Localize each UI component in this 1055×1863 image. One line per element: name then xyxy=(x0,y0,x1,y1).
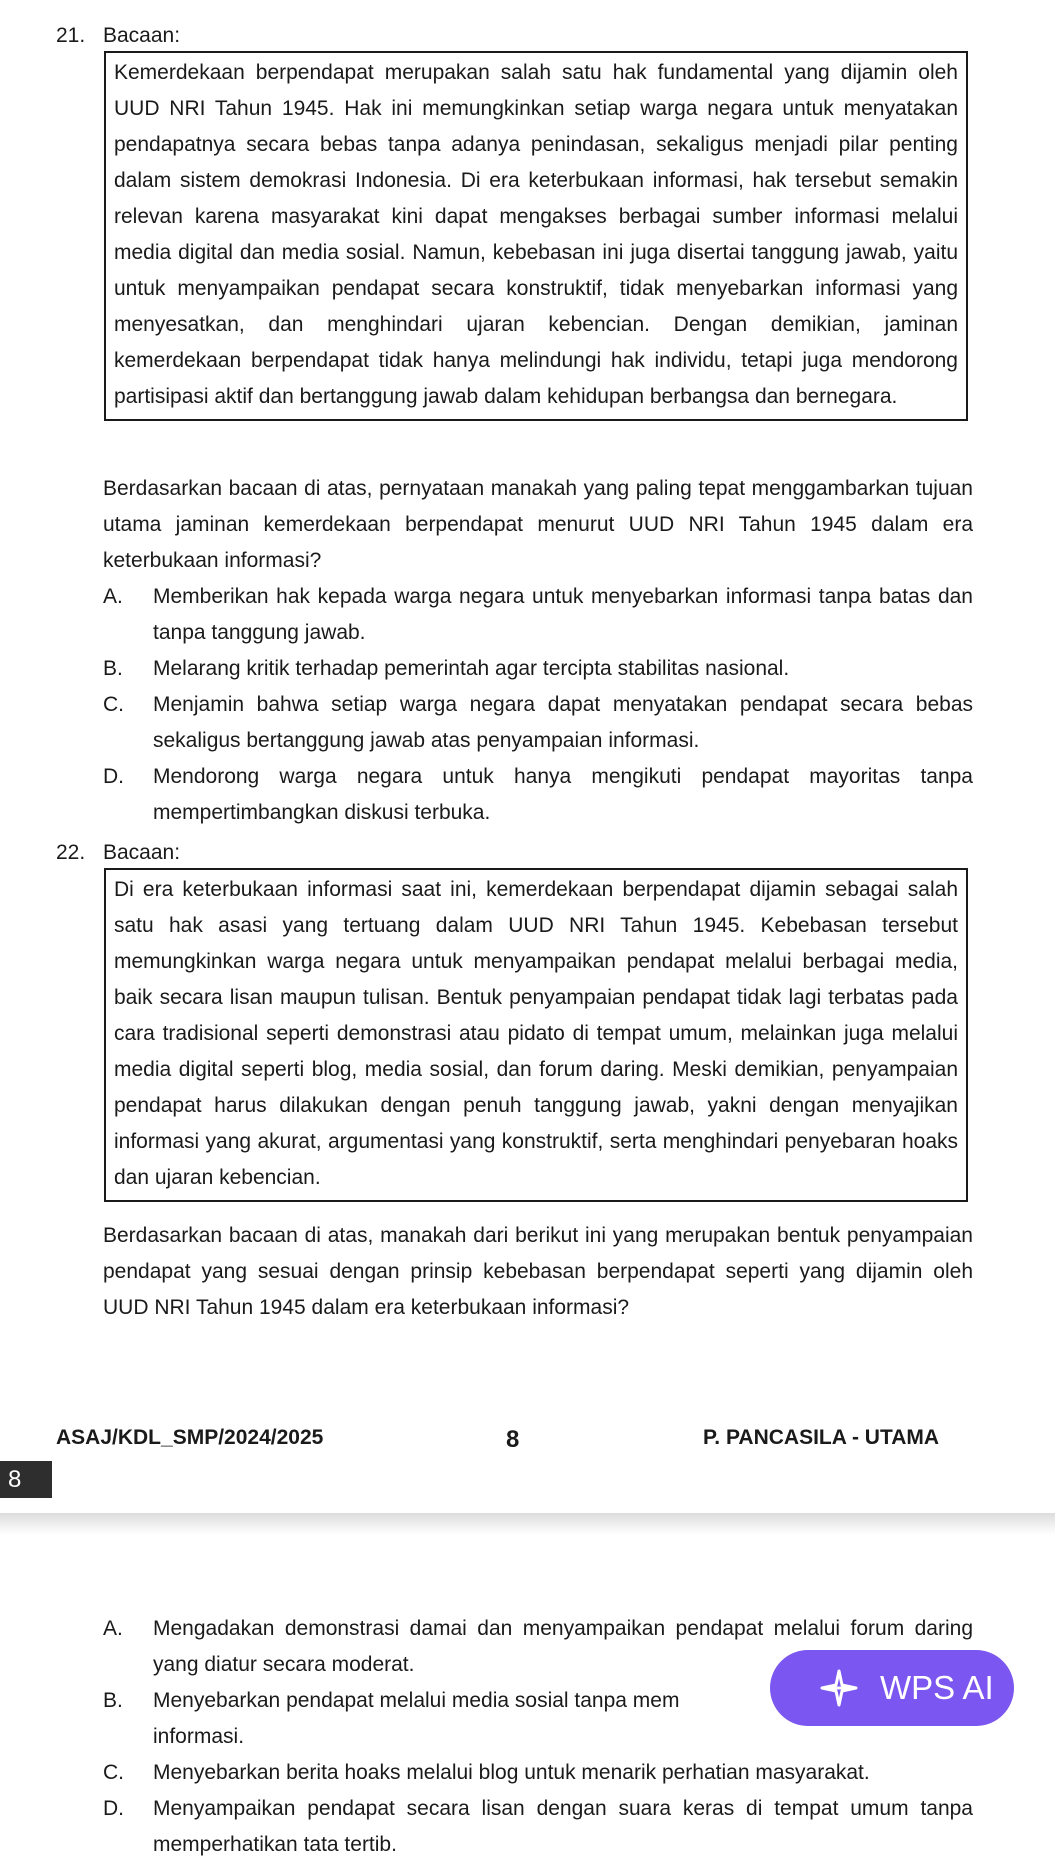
passage-label: Bacaan: xyxy=(103,24,181,47)
passage-box: Kemerdekaan berpendapat merupakan salah satu hak fundamental yang dijamin oleh UUD NRI Tahun 1945. Hak ini memungkinkan setiap warga negara untuk menyatakan pendapatnya secara bebas tanpa adanya penindasan, sekaligus menjadi pilar penting dalam sistem demokrasi Indonesia. Di era keterbukaan informasi, hak tersebut semakin relevan karena masyarakat kini dapat mengakses berbagai sumber informasi melalui media digital dan media sosial. Namun, kebebasan ini juga disertai tanggung jawab, yaitu untuk menyampaikan pendapat secara konstruktif, tidak menyebarkan informasi yang menyesatkan, dan menghindari ujaran kebencian. Dengan demikian, jaminan kemerdekaan berpendapat tidak hanya melindungi hak individu, tetapi juga mendorong partisipasi aktif dan bertanggung jawab dalam kehidupan berbangsa dan bernegara. xyxy=(104,51,968,421)
option-text: Memberikan hak kepada warga negara untuk menyebarkan informasi tanpa batas dan tanpa tanggung jawab. xyxy=(153,585,973,644)
page-number: 8 xyxy=(506,1426,520,1453)
passage-box: Di era keterbukaan informasi saat ini, kemerdekaan berpendapat dijamin sebagai salah satu hak asasi yang tertuang dalam UUD NRI Tahun 1945. Kebebasan tersebut memungkinkan warga negara untuk menyampaikan pendapat melalui berbagai media, baik secara lisan maupun tulisan. Bentuk penyampaian pendapat tidak lagi terbatas pada cara tradisional seperti demonstrasi atau pidato di tempat umum, melainkan juga melalui media digital seperti blog, media sosial, dan forum daring. Meski demikian, penyampaian pendapat harus dilakukan dengan penuh tanggung jawab, yakni dengan menyajikan informasi yang akurat, argumentasi yang konstruktif, serta menghindari penyebaran hoaks dan ujaran kebencian. xyxy=(104,868,968,1202)
option-letter: A. xyxy=(103,585,123,608)
viewer-page-badge: 8 xyxy=(0,1461,52,1498)
option-text: Menjamin bahwa setiap warga negara dapat menyatakan pendapat secara bebas sekaligus bertanggung jawab atas penyampaian informasi. xyxy=(153,693,973,752)
option-letter: D. xyxy=(103,1797,124,1820)
question-text: Berdasarkan bacaan di atas, manakah dari berikut ini yang merupakan bentuk penyampaian pendapat yang sesuai dengan prinsip kebebasan berpendapat seperti yang dijamin oleh UUD NRI Tahun 1945 dalam era keterbukaan informasi? xyxy=(103,1224,973,1319)
option-text: Menyampaikan pendapat secara lisan dengan suara keras di tempat umum tanpa memperhatikan tata tertib. xyxy=(153,1797,973,1856)
option-text: Mengadakan demonstrasi damai dan menyampaikan pendapat melalui forum daring yang diatur secara moderat. xyxy=(153,1617,973,1676)
page-separator xyxy=(0,1513,1055,1535)
option-letter: C. xyxy=(103,693,124,716)
option-letter: C. xyxy=(103,1761,124,1784)
option-d xyxy=(103,1791,973,1863)
option-text: Menyebarkan pendapat melalui media sosial tanpa mem xyxy=(153,1689,680,1712)
option-text: Menyebarkan berita hoaks melalui blog untuk menarik perhatian masyarakat. xyxy=(153,1761,870,1784)
option-text: informasi. xyxy=(153,1725,245,1748)
subject-label: P. PANCASILA - UTAMA xyxy=(703,1426,940,1449)
passage-label: Bacaan: xyxy=(103,841,181,864)
option-text: Mendorong warga negara untuk hanya mengikuti pendapat mayoritas tanpa mempertimbangkan diskusi terbuka. xyxy=(153,765,973,824)
option-a xyxy=(103,579,973,651)
option-c xyxy=(103,687,973,759)
option-d xyxy=(103,759,973,831)
question-number: 21. xyxy=(56,24,86,47)
question-text: Berdasarkan bacaan di atas, pernyataan manakah yang paling tepat menggambarkan tujuan utama jaminan kemerdekaan berpendapat menurut UUD NRI Tahun 1945 dalam era keterbukaan informasi? xyxy=(103,477,973,572)
option-letter: B. xyxy=(103,1689,123,1712)
wps-ai-button[interactable] xyxy=(770,1650,1014,1726)
option-letter: D. xyxy=(103,765,124,788)
wps-ai-label: WPS AI xyxy=(880,1669,994,1706)
sparkle-icon xyxy=(820,1669,858,1707)
option-letter: A. xyxy=(103,1617,123,1640)
option-text: Melarang kritik terhadap pemerintah agar tercipta stabilitas nasional. xyxy=(153,657,790,680)
option-b xyxy=(103,651,973,687)
option-c xyxy=(103,1755,973,1791)
exam-code: ASAJ/KDL_SMP/2024/2025 xyxy=(56,1426,324,1449)
option-letter: B. xyxy=(103,657,123,680)
question-number: 22. xyxy=(56,841,86,864)
